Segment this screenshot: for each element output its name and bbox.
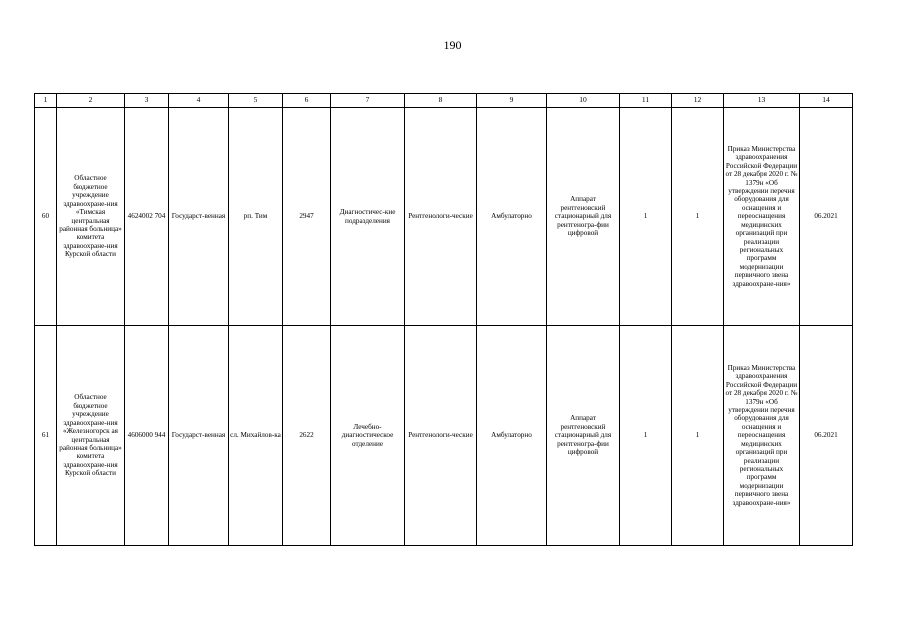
- header-cell: 1: [35, 94, 57, 108]
- locality-cell: рп. Тим: [229, 108, 283, 326]
- page-number: 190: [443, 38, 462, 52]
- basis-cell: Приказ Министерства здравоохранения Российской Федерации от 28 декабря 2020 г. № 1379н «Об утверждении перечня оборудования для оснащения и переоснащения медицинских организаций при реализации региональных программ модернизации первичного звена здравоохране-ния»: [724, 108, 800, 326]
- ownership-cell: Государст-венная: [169, 326, 229, 546]
- header-cell: 13: [724, 94, 800, 108]
- header-cell: 3: [125, 94, 169, 108]
- care-type-cell: Амбулаторно: [477, 326, 547, 546]
- header-cell: 2: [57, 94, 125, 108]
- header-cell: 4: [169, 94, 229, 108]
- ownership-cell: Государст-венная: [169, 108, 229, 326]
- row-number: 61: [35, 326, 57, 546]
- table-row: [35, 108, 853, 326]
- organization-cell: Областное бюджетное учреждение здравоохране-ния «Железногорск ая центральная районная больница» комитета здравоохране-ния Курской области: [57, 326, 125, 546]
- care-type-cell: Амбулаторно: [477, 108, 547, 326]
- quantity-cell: 1: [620, 108, 672, 326]
- equipment-cell: Аппарат рентгеновский стационарный для рентгеногра-фии цифровой: [547, 108, 620, 326]
- header-cell: 14: [800, 94, 853, 108]
- date-cell: 06.2021: [800, 326, 853, 546]
- count-cell: 2622: [283, 326, 331, 546]
- header-cell: 6: [283, 94, 331, 108]
- basis-cell: Приказ Министерства здравоохранения Российской Федерации от 28 декабря 2020 г. № 1379н «Об утверждении перечня оборудования для оснащения и переоснащения медицинских организаций при реализации региональных программ модернизации первичного звена здравоохране-ния»: [724, 326, 800, 546]
- quantity-cell: 1: [620, 326, 672, 546]
- header-cell: 11: [620, 94, 672, 108]
- locality-cell: сл. Михайлов-ка: [229, 326, 283, 546]
- header-row: [35, 94, 853, 108]
- header-cell: 10: [547, 94, 620, 108]
- division-cell: Лечебно-диагностическое отделение: [331, 326, 405, 546]
- equipment-table: [34, 93, 853, 546]
- table-row: [35, 326, 853, 546]
- profile-cell: Рентгенологи-ческие: [405, 326, 477, 546]
- header-cell: 8: [405, 94, 477, 108]
- profile-cell: Рентгенологи-ческие: [405, 108, 477, 326]
- header-cell: 5: [229, 94, 283, 108]
- quantity-cell: 1: [672, 108, 724, 326]
- count-cell: 2947: [283, 108, 331, 326]
- row-number: 60: [35, 108, 57, 326]
- header-cell: 12: [672, 94, 724, 108]
- header-cell: 7: [331, 94, 405, 108]
- code-cell: 4624002 704: [125, 108, 169, 326]
- organization-cell: Областное бюджетное учреждение здравоохране-ния «Тимская центральная районная больница» комитета здравоохране-ния Курской области: [57, 108, 125, 326]
- code-cell: 4606000 944: [125, 326, 169, 546]
- date-cell: 06.2021: [800, 108, 853, 326]
- header-cell: 9: [477, 94, 547, 108]
- equipment-cell: Аппарат рентгеновский стационарный для рентгеногра-фии цифровой: [547, 326, 620, 546]
- division-cell: Диагностичес-кие подразделения: [331, 108, 405, 326]
- quantity-cell: 1: [672, 326, 724, 546]
